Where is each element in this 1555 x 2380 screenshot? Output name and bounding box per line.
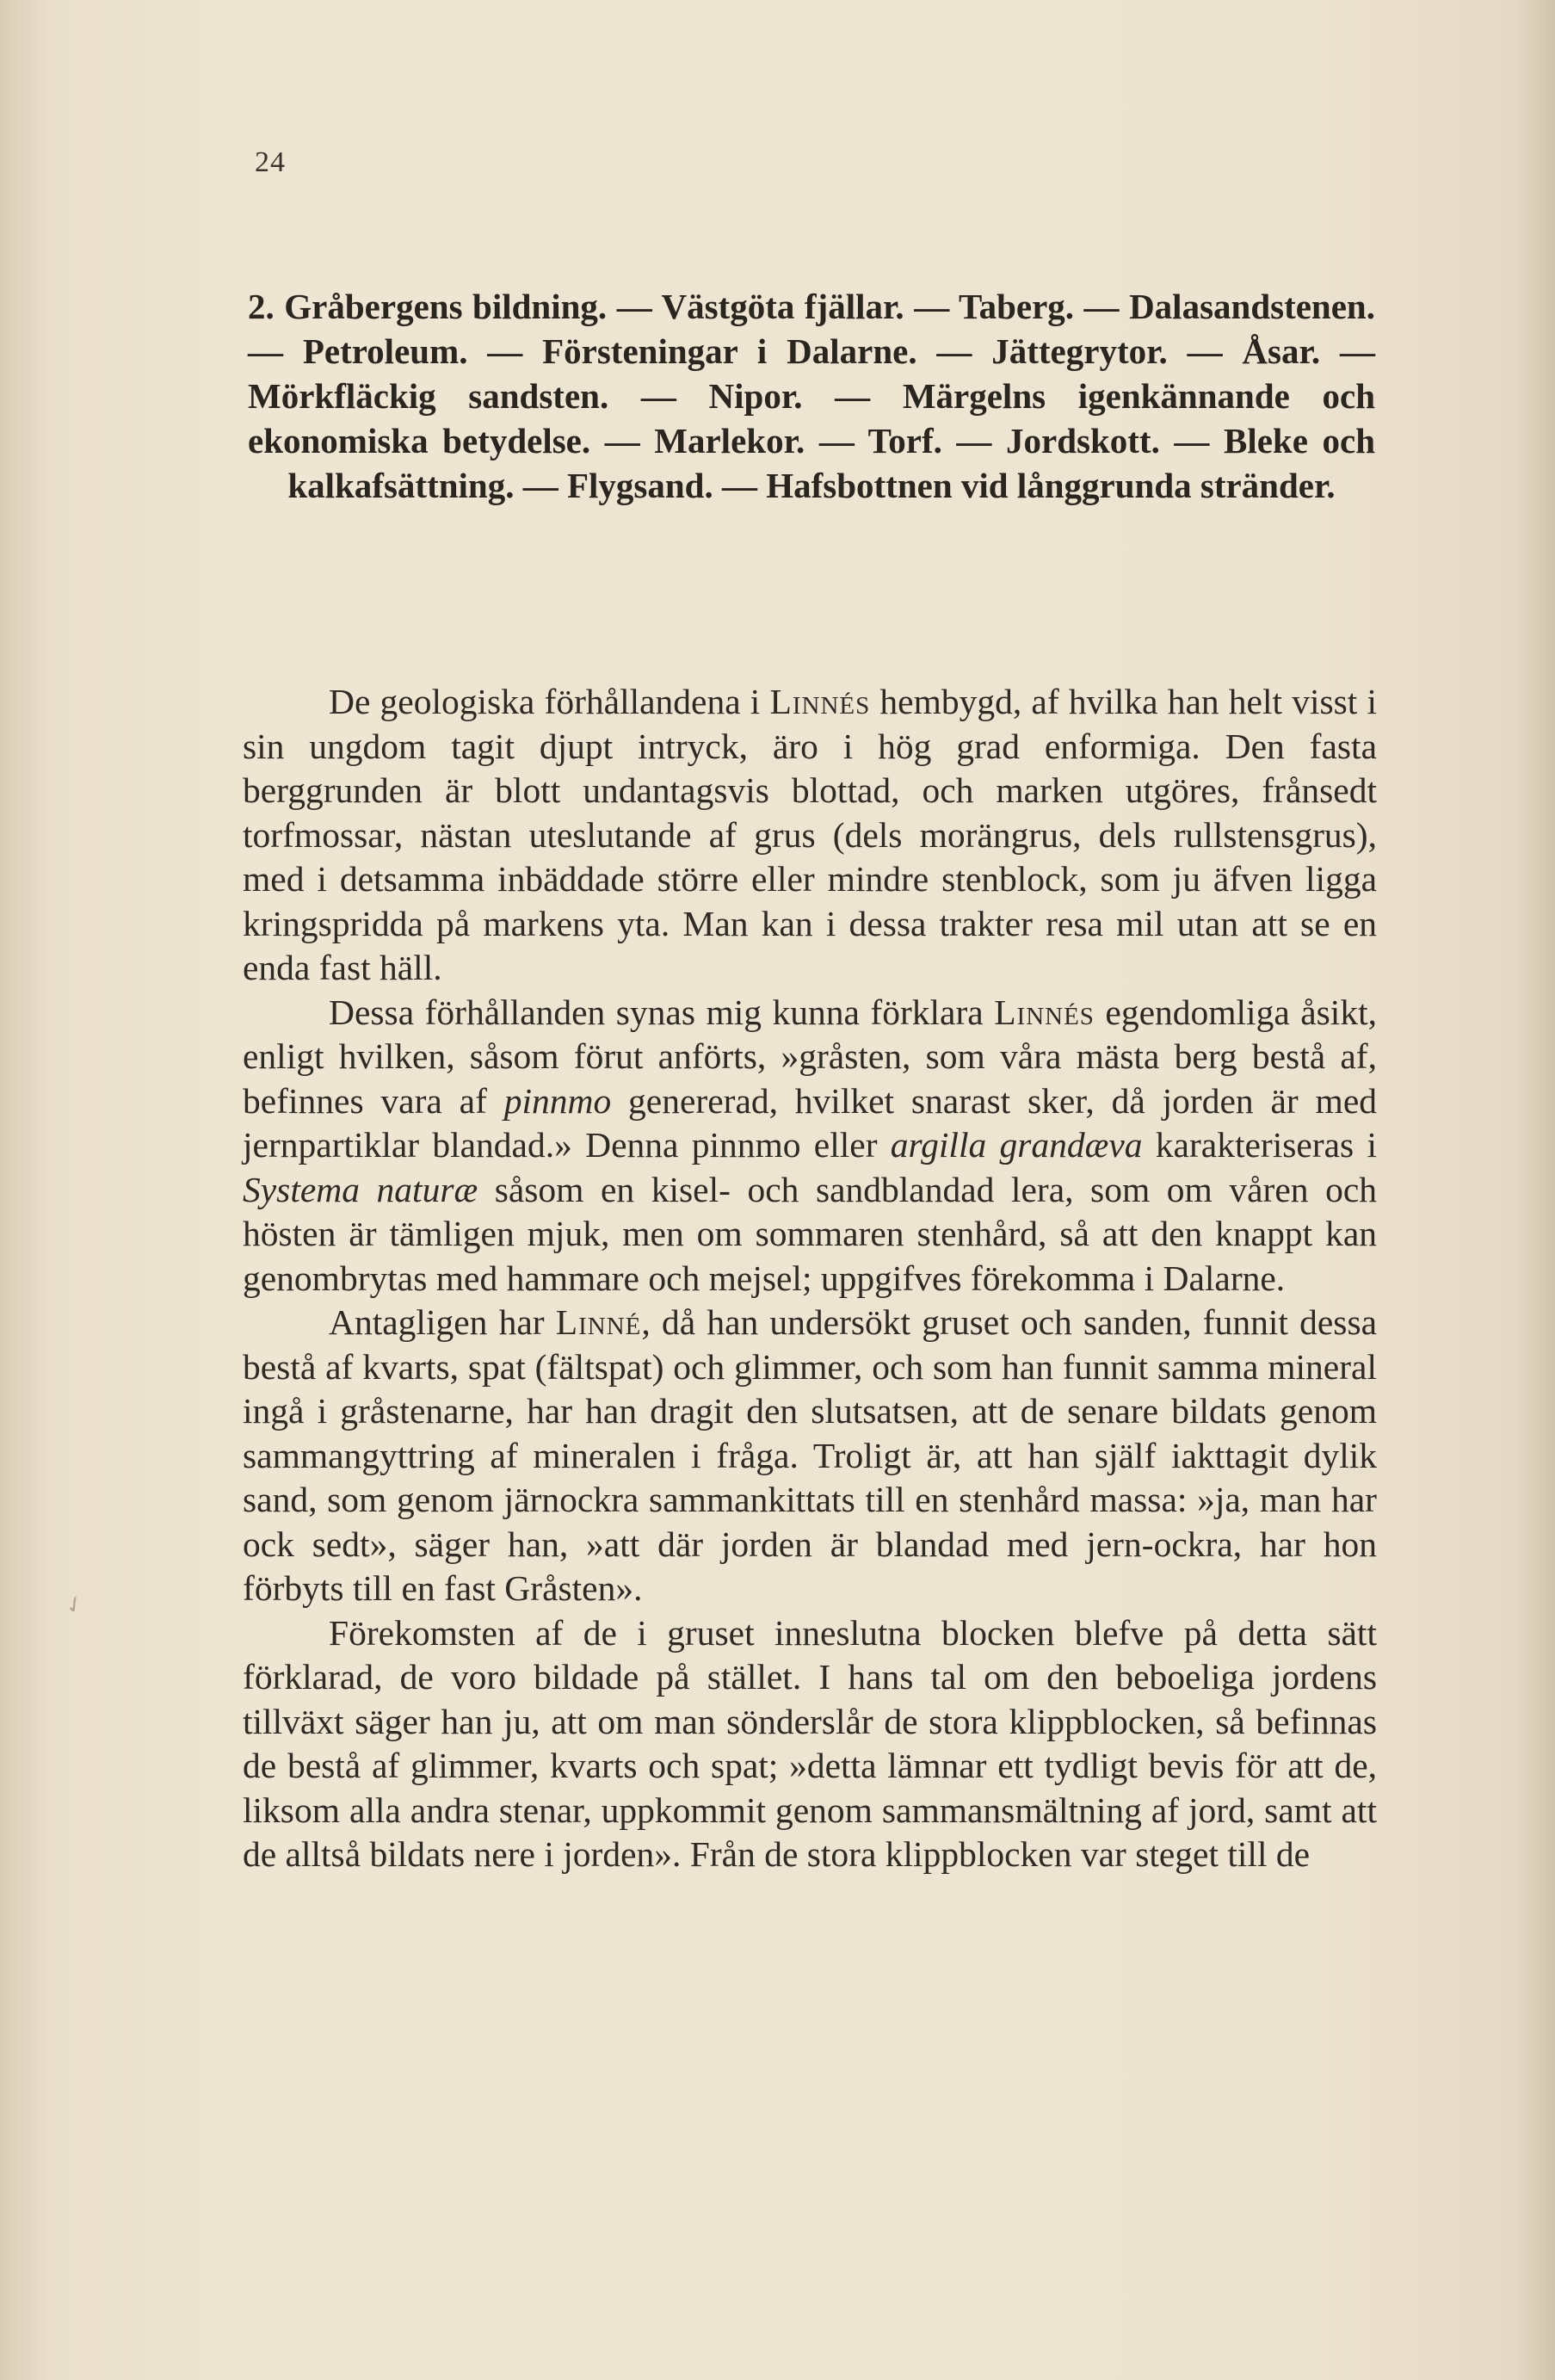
body-text (243, 680, 1377, 1877)
page-number: 24 (255, 146, 286, 178)
name-linne: Linné (555, 1302, 642, 1342)
paragraph (243, 680, 1377, 991)
title-systema-naturae: Systema naturæ (243, 1169, 478, 1209)
term-pinnmo: pinnmo (503, 1080, 612, 1121)
paragraph (243, 1301, 1377, 1611)
paragraph (243, 991, 1377, 1301)
paragraph-text: De geologiska förhållandena i (329, 682, 770, 721)
paragraph-text: egendomliga åsikt, enligt hvilken, såsom förut anförts, »gråsten, som våra mästa berg bestå af, befinnes vara af (243, 992, 1377, 1121)
paragraph (243, 1611, 1377, 1877)
paragraph-text: hembygd, af hvilka han helt visst i sin ungdom tagit djupt intryck, äro i hög grad enformiga. Den fasta berggrunden är blott undantagsvis blottad, och marken utgöres, frånsedt torfmossar, nästan uteslutande af grus (dels morängrus, dels rullstensgrus), med i detsamma inbäddade större eller mindre stenblock, som ju äfven ligga kringspridda på markens yta. Man kan i dessa trakter resa mil utan att se en enda fast häll. (243, 682, 1377, 987)
paragraph-text: Dessa förhållanden synas mig kunna förklara (329, 992, 995, 1032)
pencil-mark: ✓ (59, 1589, 89, 1622)
chapter-summary: 2. Gråbergens bildning. — Västgöta fjällar. — Taberg. — Dalasandstenen. — Petroleum. — Försteningar i Dalarne. — Jättegrytor. — Åsar. — Mörkfläckig sandsten. — Nipor. — Märgelns igenkännande och ekonomiska betydelse. — Marlekor. — Torf. — Jordskott. — Bleke och kalkafsättning. — Flygsand. — Hafsbottnen vid långgrunda stränder. (248, 287, 1375, 505)
term-argilla-grandaeva: argilla grandæva (890, 1125, 1143, 1165)
name-linne: Linnés (769, 682, 871, 721)
paragraph-text: Antagligen har (329, 1302, 556, 1342)
paragraph-text: Förekomsten af de i gruset inneslutna blocken blefve på detta sätt förklarad, de voro bildade på stället. I hans tal om den beboeliga jordens tillväxt säger han ju, att om man sönderslår de stora klippblocken, så befinnas de bestå af glimmer, kvarts och spat; »detta lämnar ett tydligt bevis för att de, liksom alla andra stenar, uppkommit genom sammansmältning af jord, samt att de alltså bildats nere i jorden». Från de stora klippblocken var steget till de (243, 1612, 1377, 1874)
paragraph-text: karakteriseras i (1142, 1125, 1378, 1165)
paragraph-text: genererad, hvilket snarast sker, då jorden är med jernpartiklar blandad.» Denna pinnmo eller (243, 1080, 1377, 1165)
paragraph-text: , då han undersökt gruset och sanden, funnit dessa bestå af kvarts, spat (fältspat) och glimmer, och som han funnit samma mineral ingå i gråstenarne, har han dragit den slutsatsen, att de senare bildats genom sammangyttring af mineralen i fråga. Troligt är, att han själf iakttagit dylik sand, som genom järnockra sammankittats till en stenhård massa: »ja, man har ock sedt», säger han, »att där jorden är blandad med jern-ockra, har hon förbyts till en fast Gråsten». (243, 1302, 1378, 1608)
name-linne: Linnés (994, 992, 1095, 1032)
paragraph-text: såsom en kisel- och sandblandad lera, som om våren och hösten är tämligen mjuk, men om sommaren stenhård, så att den knappt kan genombrytas med hammare och mejsel; uppgifves förekomma i Dalarne. (243, 1169, 1377, 1298)
